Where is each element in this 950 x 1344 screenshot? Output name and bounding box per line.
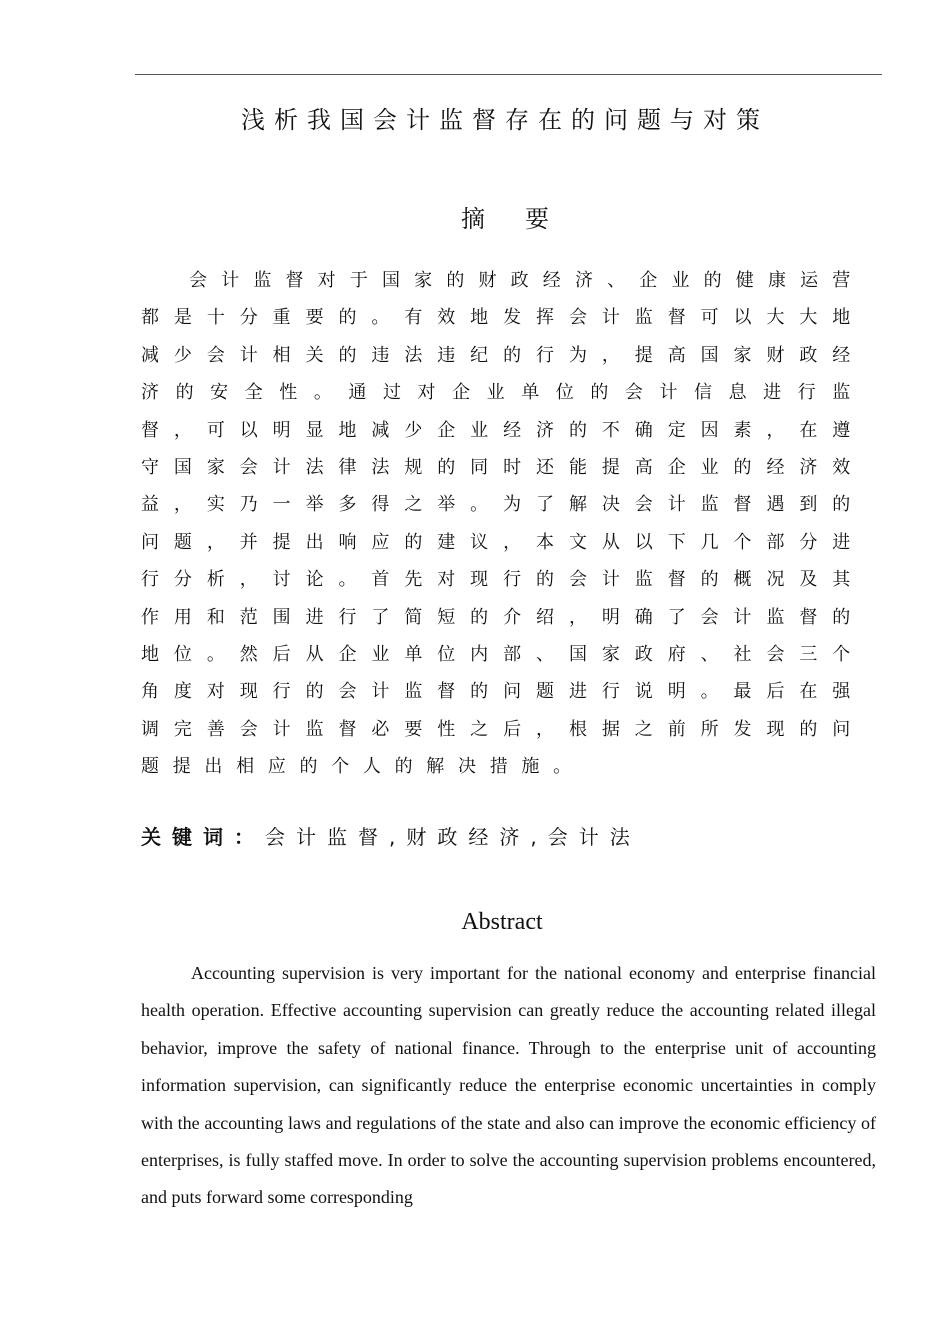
abstract-cn-heading-right: 要 (525, 205, 549, 233)
keywords-label: 关键词： (141, 825, 265, 849)
header-rule (135, 74, 882, 75)
abstract-en-body: Accounting supervision is very important for the national economy and enterprise financial health operation. Effective accounting supervision can greatly reduce the accounting related illegal behavior, improve the safety of national finance. Through to the enterprise unit of accounting information supervision, can significantly reduce the enterprise economic uncertainties in comply with the accounting laws and regulations of the state and also can improve the economic efficiency of enterprises, is fully staffed move. In order to solve the accounting supervision problems encountered, and puts forward some corresponding (141, 963, 876, 1208)
document-title: 浅析我国会计监督存在的问题与对策 (241, 106, 769, 134)
keywords-line (141, 820, 881, 854)
abstract-cn-heading (130, 199, 880, 239)
abstract-cn-heading-left: 摘 (461, 205, 485, 233)
abstract-en-heading: Abstract (461, 909, 543, 935)
abstract-cn-body: 会计监督对于国家的财政经济、企业的健康运营都是十分重要的。有效地发挥会计监督可以大大地减少会计相关的违法违纪的行为，提高国家财政经济的安全性。通过对企业单位的会计信息进行监督，可以明显地减少企业经济的不确定因素，在遵守国家会计法律法规的同时还能提高企业的经济效益，实乃一举多得之举。为了解决会计监督遇到的问题，并提出响应的建议，本文从以下几个部分进行分析，讨论。首先对现行的会计监督的概况及其作用和范围进行了简短的介绍，明确了会计监督的地位。然后从企业单位内部、国家政府、社会三个角度对现行的会计监督的问题进行说明。最后在强调完善会计监督必要性之后，根据之前所发现的问题提出相应的个人的解决措施。 (141, 270, 864, 778)
keywords-value: 会计监督,财政经济,会计法 (265, 825, 641, 849)
